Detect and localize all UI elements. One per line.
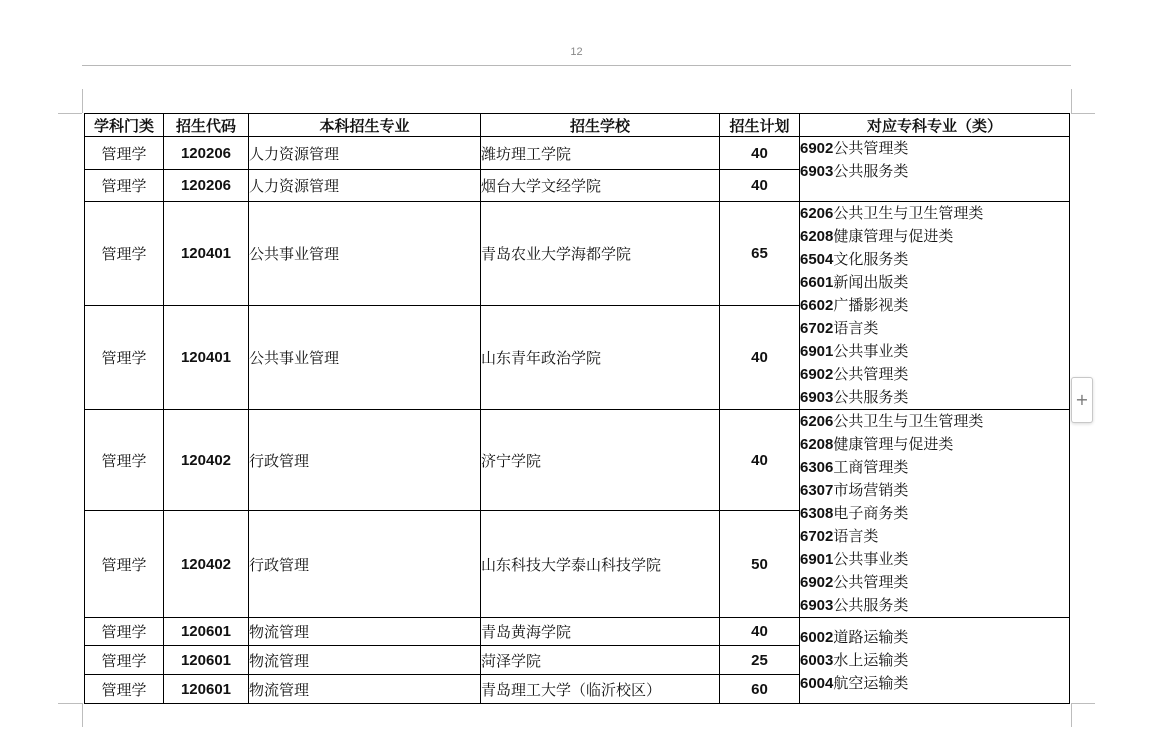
major-cell: 物流管理 bbox=[249, 646, 481, 675]
junior-major-line: 6702语言类 bbox=[800, 319, 879, 337]
plan-cell: 40 bbox=[720, 410, 800, 511]
major-cell: 物流管理 bbox=[249, 675, 481, 704]
code-cell: 120402 bbox=[164, 511, 249, 618]
plus-icon: + bbox=[1075, 390, 1089, 409]
junior-majors-cell bbox=[800, 410, 1070, 618]
school-cell: 青岛理工大学（临沂校区） bbox=[481, 675, 720, 704]
school-cell: 烟台大学文经学院 bbox=[481, 170, 720, 202]
junior-major-line: 6601新闻出版类 bbox=[800, 273, 909, 291]
major-cell: 物流管理 bbox=[249, 618, 481, 646]
junior-major-line: 6902公共管理类 bbox=[800, 573, 909, 591]
school-cell: 潍坊理工学院 bbox=[481, 137, 720, 170]
junior-major-line: 6901公共事业类 bbox=[800, 342, 909, 360]
school-cell: 青岛黄海学院 bbox=[481, 618, 720, 646]
add-button[interactable] bbox=[1071, 377, 1093, 423]
major-cell: 公共事业管理 bbox=[249, 202, 481, 306]
code-cell: 120601 bbox=[164, 618, 249, 646]
crop-mark-top-left bbox=[82, 89, 83, 113]
junior-major-line: 6208健康管理与促进类 bbox=[800, 227, 954, 245]
header-school: 招生学校 bbox=[481, 114, 720, 137]
junior-major-line: 6602广播影视类 bbox=[800, 296, 909, 314]
header-plan: 招生计划 bbox=[720, 114, 800, 137]
code-cell: 120206 bbox=[164, 137, 249, 170]
major-cell: 行政管理 bbox=[249, 511, 481, 618]
header-rule bbox=[82, 65, 1071, 66]
table-row bbox=[85, 410, 1070, 511]
category-cell: 管理学 bbox=[85, 137, 164, 170]
major-cell: 人力资源管理 bbox=[249, 137, 481, 170]
junior-major-line: 6903公共服务类 bbox=[800, 388, 909, 406]
page-number: 12 bbox=[570, 46, 583, 58]
category-cell: 管理学 bbox=[85, 306, 164, 410]
junior-major-line: 6208健康管理与促进类 bbox=[800, 435, 954, 453]
category-cell: 管理学 bbox=[85, 646, 164, 675]
plan-cell: 40 bbox=[720, 137, 800, 170]
major-cell: 行政管理 bbox=[249, 410, 481, 511]
crop-mark-bottom-right-h bbox=[1071, 703, 1095, 704]
category-cell: 管理学 bbox=[85, 410, 164, 511]
code-cell: 120401 bbox=[164, 202, 249, 306]
junior-major-line: 6901公共事业类 bbox=[800, 550, 909, 568]
school-cell: 济宁学院 bbox=[481, 410, 720, 511]
category-cell: 管理学 bbox=[85, 202, 164, 306]
crop-mark-bottom-right bbox=[1071, 703, 1072, 727]
category-cell: 管理学 bbox=[85, 675, 164, 704]
crop-mark-bottom-left bbox=[82, 703, 83, 727]
table-row bbox=[85, 202, 1070, 306]
major-cell: 人力资源管理 bbox=[249, 170, 481, 202]
header-category: 学科门类 bbox=[85, 114, 164, 137]
junior-major-line: 6902公共管理类 bbox=[800, 365, 909, 383]
plan-cell: 40 bbox=[720, 306, 800, 410]
junior-major-line: 6308电子商务类 bbox=[800, 504, 909, 522]
plan-cell: 40 bbox=[720, 170, 800, 202]
junior-major-line: 6903公共服务类 bbox=[800, 596, 909, 614]
header-code: 招生代码 bbox=[164, 114, 249, 137]
school-cell: 菏泽学院 bbox=[481, 646, 720, 675]
table-header-row bbox=[85, 114, 1070, 137]
junior-major-line: 6206公共卫生与卫生管理类 bbox=[800, 412, 984, 430]
header-major: 本科招生专业 bbox=[249, 114, 481, 137]
school-cell: 青岛农业大学海都学院 bbox=[481, 202, 720, 306]
category-cell: 管理学 bbox=[85, 511, 164, 618]
plan-cell: 60 bbox=[720, 675, 800, 704]
junior-major-line: 6003水上运输类 bbox=[800, 651, 909, 669]
category-cell: 管理学 bbox=[85, 618, 164, 646]
crop-mark-top-left-h bbox=[58, 113, 82, 114]
plan-cell: 40 bbox=[720, 618, 800, 646]
junior-major-line: 6903公共服务类 bbox=[800, 162, 909, 180]
admissions-table bbox=[84, 113, 1070, 704]
code-cell: 120601 bbox=[164, 646, 249, 675]
junior-major-line: 6902公共管理类 bbox=[800, 139, 909, 157]
junior-majors-cell bbox=[800, 618, 1070, 704]
header-junior-majors: 对应专科专业（类） bbox=[800, 114, 1070, 137]
school-cell: 山东科技大学泰山科技学院 bbox=[481, 511, 720, 618]
plan-cell: 65 bbox=[720, 202, 800, 306]
junior-major-line: 6206公共卫生与卫生管理类 bbox=[800, 204, 984, 222]
table-row bbox=[85, 137, 1070, 170]
plan-cell: 25 bbox=[720, 646, 800, 675]
junior-major-line: 6002道路运输类 bbox=[800, 628, 909, 646]
crop-mark-top-right-h bbox=[1071, 113, 1095, 114]
school-cell: 山东青年政治学院 bbox=[481, 306, 720, 410]
major-cell: 公共事业管理 bbox=[249, 306, 481, 410]
junior-major-line: 6004航空运输类 bbox=[800, 674, 909, 692]
code-cell: 120401 bbox=[164, 306, 249, 410]
junior-major-line: 6307市场营销类 bbox=[800, 481, 909, 499]
junior-majors-cell bbox=[800, 202, 1070, 410]
crop-mark-bottom-left-h bbox=[58, 703, 82, 704]
crop-mark-top-right bbox=[1071, 89, 1072, 113]
junior-major-line: 6504文化服务类 bbox=[800, 250, 909, 268]
code-cell: 120206 bbox=[164, 170, 249, 202]
junior-major-line: 6306工商管理类 bbox=[800, 458, 909, 476]
plan-cell: 50 bbox=[720, 511, 800, 618]
junior-major-line: 6702语言类 bbox=[800, 527, 879, 545]
code-cell: 120601 bbox=[164, 675, 249, 704]
junior-majors-cell bbox=[800, 137, 1070, 202]
category-cell: 管理学 bbox=[85, 170, 164, 202]
table-row bbox=[85, 618, 1070, 646]
code-cell: 120402 bbox=[164, 410, 249, 511]
